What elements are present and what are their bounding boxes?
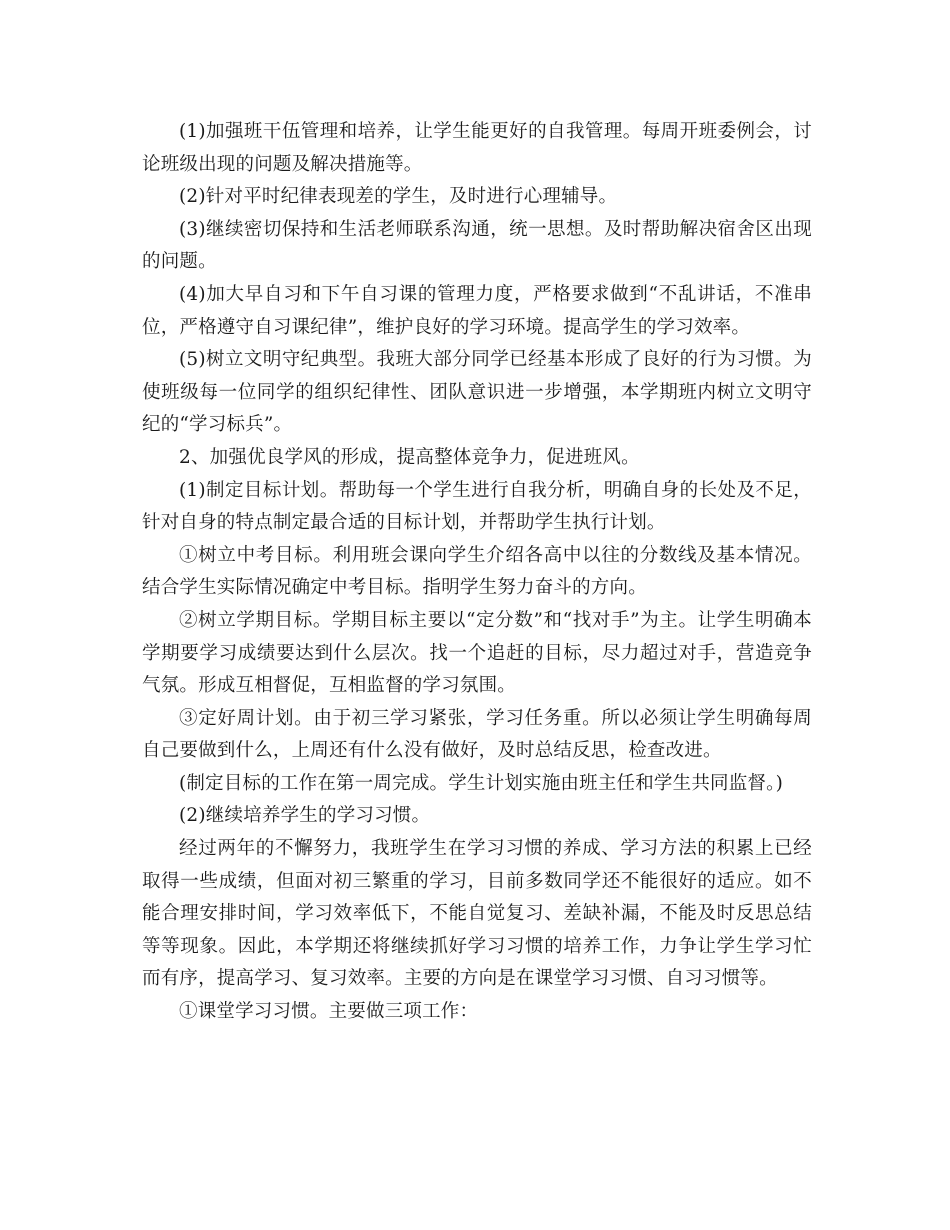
paragraph-model-students: (5)树立文明守纪典型。我班大部分同学已经基本形成了良好的行为习惯。为使班级每一位同学的组织纪律性、团队意识进一步增强，本学期班内树立文明守纪的“学习标兵”。 <box>142 349 812 436</box>
document-body <box>142 116 812 1029</box>
paragraph-dormitory-teacher-contact: (3)继续密切保持和生活老师联系沟通，统一思想。及时帮助解决宿舍区出现的问题。 <box>142 218 812 273</box>
paragraph-study-atmosphere-heading: 2、加强优良学风的形成，提高整体竞争力，促进班风。 <box>179 446 640 468</box>
paragraph-self-study-management: (4)加大早自习和下午自习课的管理力度，严格要求做到“不乱讲话，不准串位，严格遵守自习课纪律”，维护良好的学习环境。提高学生的学习效率。 <box>142 283 812 338</box>
paragraph-semester-goal: ②树立学期目标。学期目标主要以“定分数”和“找对手”为主。让学生明确本学期要学习成绩要达到什么层次。找一个追赶的目标，尽力超过对手，营造竞争气氛。形成互相督促，互相监督的学习氛围。 <box>142 609 812 697</box>
paragraph-weekly-plan: ③定好周计划。由于初三学习紧张，学习任务重。所以必须让学生明确每周自己要做到什么，上周还有什么没有做好，及时总结反思，检查改进。 <box>142 707 812 762</box>
paragraph-goal-planning: (1)制定目标计划。帮助每一个学生进行自我分析，明确自身的长处及不足，针对自身的特点制定最合适的目标计划，并帮助学生执行计划。 <box>142 479 812 534</box>
paragraph-class-cadre-management: (1)加强班干伍管理和培养，让学生能更好的自我管理。每周开班委例会，讨论班级出现的问题及解决措施等。 <box>142 121 812 175</box>
paragraph-discipline-counseling: (2)针对平时纪律表现差的学生，及时进行心理辅导。 <box>179 186 618 208</box>
paragraph-goal-note: (制定目标的工作在第一周完成。学生计划实施由班主任和学生共同监督。) <box>179 772 783 794</box>
paragraph-exam-goal: ①树立中考目标。利用班会课向学生介绍各高中以往的分数线及基本情况。结合学生实际情况确定中考目标。指明学生努力奋斗的方向。 <box>142 544 812 599</box>
paragraph-study-habits-heading: (2)继续培养学生的学习习惯。 <box>179 805 431 827</box>
paragraph-study-habits-detail: 经过两年的不懈努力，我班学生在学习习惯的养成、学习方法的积累上已经取得一些成绩，但面对初三繁重的学习，目前多数同学还不能很好的适应。如不能合理安排时间，学习效率低下，不能自觉复习、差缺补漏，不能及时反思总结等等现象。因此，本学期还将继续抓好学习习惯的培养工作，力争让学生学习忙而有序，提高学习、复习效率。主要的方向是在课堂学习习惯、自习习惯等。 <box>142 838 812 990</box>
paragraph-classroom-habits: ①课堂学习习惯。主要做三项工作： <box>179 1001 479 1023</box>
